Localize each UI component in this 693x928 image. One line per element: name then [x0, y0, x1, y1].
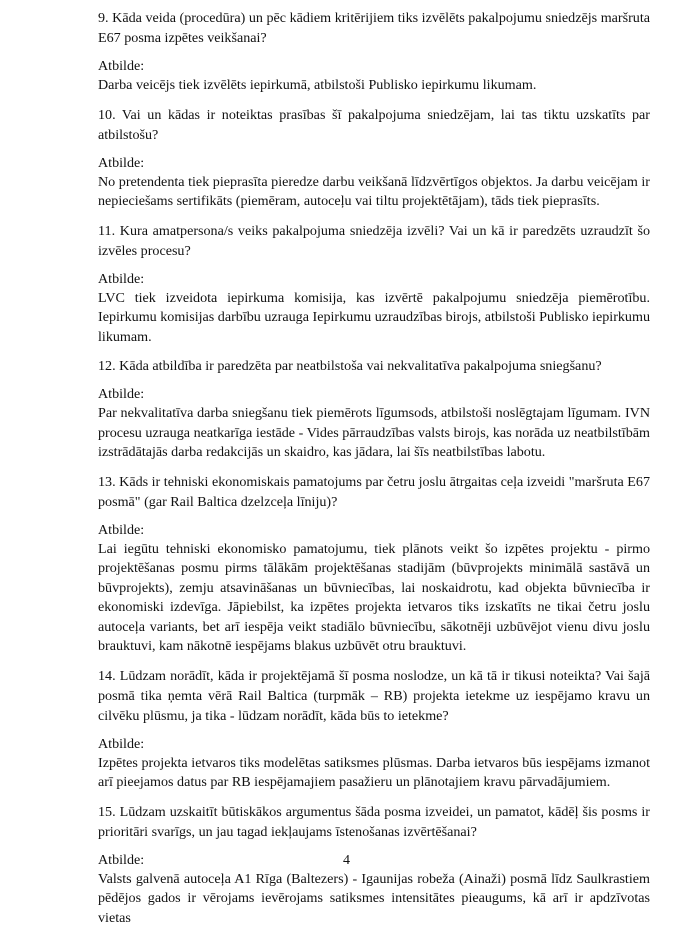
- answer-label-12: Atbilde:: [98, 384, 650, 404]
- question-10: 10. Vai un kādas ir noteiktas prasības šī pakalpojuma sniedzējam, lai tas tiktu uzskatīts par atbilstošu?: [98, 105, 650, 145]
- question-13: 13. Kāds ir tehniski ekonomiskais pamatojums par četru joslu ātrgaitas ceļa izveidi "maršruta E67 posmā" (gar Rail Baltica dzelzceļa līniju)?: [98, 472, 650, 512]
- section-q14: [98, 666, 650, 793]
- answer-label-11: Atbilde:: [98, 269, 650, 289]
- answer-15: Valsts galvenā autoceļa A1 Rīga (Baltezers) - Igaunijas robeža (Ainaži) posmā līdz Saulkrastiem pēdējos gados ir vērojams ievērojams satiksmes intensitātes pieaugums, kā arī ir apdzīvotas vietas: [98, 870, 650, 928]
- question-14: 14. Lūdzam norādīt, kāda ir projektējamā šī posma noslodze, un kā tā ir tikusi noteikta? Vai šajā posmā tika ņemta vērā Rail Baltica (turpmāk – RB) projekta ietekme uz iespējamo kravu un cilvēku plūsmu, ja tika - lūdzam norādīt, kāda būs to ietekme?: [98, 666, 650, 726]
- answer-12: Par nekvalitatīva darba sniegšanu tiek piemērots līgumsods, atbilstoši noslēgtajam līgumam. IVN procesu uzrauga neatkarīga iestāde - Vides pārraudzības valsts birojs, kas norāda uz neatbilstībām izstrādātajās darba redakcijās un skaidro, kas jādara, lai šīs neatbilstības labotu.: [98, 404, 650, 463]
- answer-label-14: Atbilde:: [98, 734, 650, 754]
- page-number: 4: [0, 852, 693, 870]
- answer-11: LVC tiek izveidota iepirkuma komisija, kas izvērtē pakalpojumu sniedzēja piemērotību. Iepirkumu komisijas darbību uzrauga Iepirkumu uzraudzības birojs, atbilstoši Publisko iepirkumu likumam.: [98, 289, 650, 348]
- question-9: 9. Kāda veida (procedūra) un pēc kādiem kritērijiem tiks izvēlēts pakalpojumu sniedzējs maršruta E67 posma izpētes veikšanai?: [98, 8, 650, 48]
- section-q13: [98, 472, 650, 657]
- answer-9: Darba veicējs tiek izvēlēts iepirkumā, atbilstoši Publisko iepirkumu likumam.: [98, 76, 650, 96]
- section-q11: [98, 221, 650, 348]
- answer-14: Izpētes projekta ietvaros tiks modelētas satiksmes plūsmas. Darba ietvaros būs iespējams izmanot arī pieejamos datus par RB iespējamajiem pasažieru un plānotajiem kravu pārvadājumiem.: [98, 754, 650, 793]
- answer-label-10: Atbilde:: [98, 153, 650, 173]
- question-12: 12. Kāda atbildība ir paredzēta par neatbilstoša vai nekvalitatīva pakalpojuma sniegšanu?: [98, 356, 650, 376]
- answer-10: No pretendenta tiek pieprasīta pieredze darbu veikšanā līdzvērtīgos objektos. Ja darbu veicējam ir nepieciešams sertifikāts (piemēram, autoceļu vai tiltu projektētājam), tāds tiek pieprasīts.: [98, 173, 650, 212]
- answer-label-15: Atbilde:: [98, 850, 650, 870]
- section-q10: [98, 105, 650, 212]
- question-15: 15. Lūdzam uzskaitīt būtiskākos argumentus šāda posma izveidei, un pamatot, kādēļ šis posms ir prioritāri svarīgs, un jau tagad iekļaujams īstenošanas izvērtēšanai?: [98, 802, 650, 842]
- section-q9: [98, 8, 650, 96]
- answer-13: Lai iegūtu tehniski ekonomisko pamatojumu, tiek plānots veikt šo izpētes projektu - pirmo projektēšanas posmu pirms tālākām projektēšanas stadijām (būvprojekts minimālā sastāvā un būvprojekts), zemju atsavināšanas un būvniecības, lai noskaidrotu, kad objekta būvniecība ir ekonomiski izdevīga. Jāpiebilst, ka izpētes projekta ietvaros tiks izskatīts ne tikai četru joslu autoceļa variants, bet arī iespēja veikt stadiālo būvniecību, sākotnēji uzbūvējot vienu divu joslu brauktuvi, kam nākotnē iespējams blakus uzbūvēt otru brauktuvi.: [98, 540, 650, 657]
- answer-label-13: Atbilde:: [98, 520, 650, 540]
- question-11: 11. Kura amatpersona/s veiks pakalpojuma sniedzēja izvēli? Vai un kā ir paredzēts uzraudzīt šo izvēles procesu?: [98, 221, 650, 261]
- section-q12: [98, 356, 650, 463]
- answer-label-9: Atbilde:: [98, 56, 650, 76]
